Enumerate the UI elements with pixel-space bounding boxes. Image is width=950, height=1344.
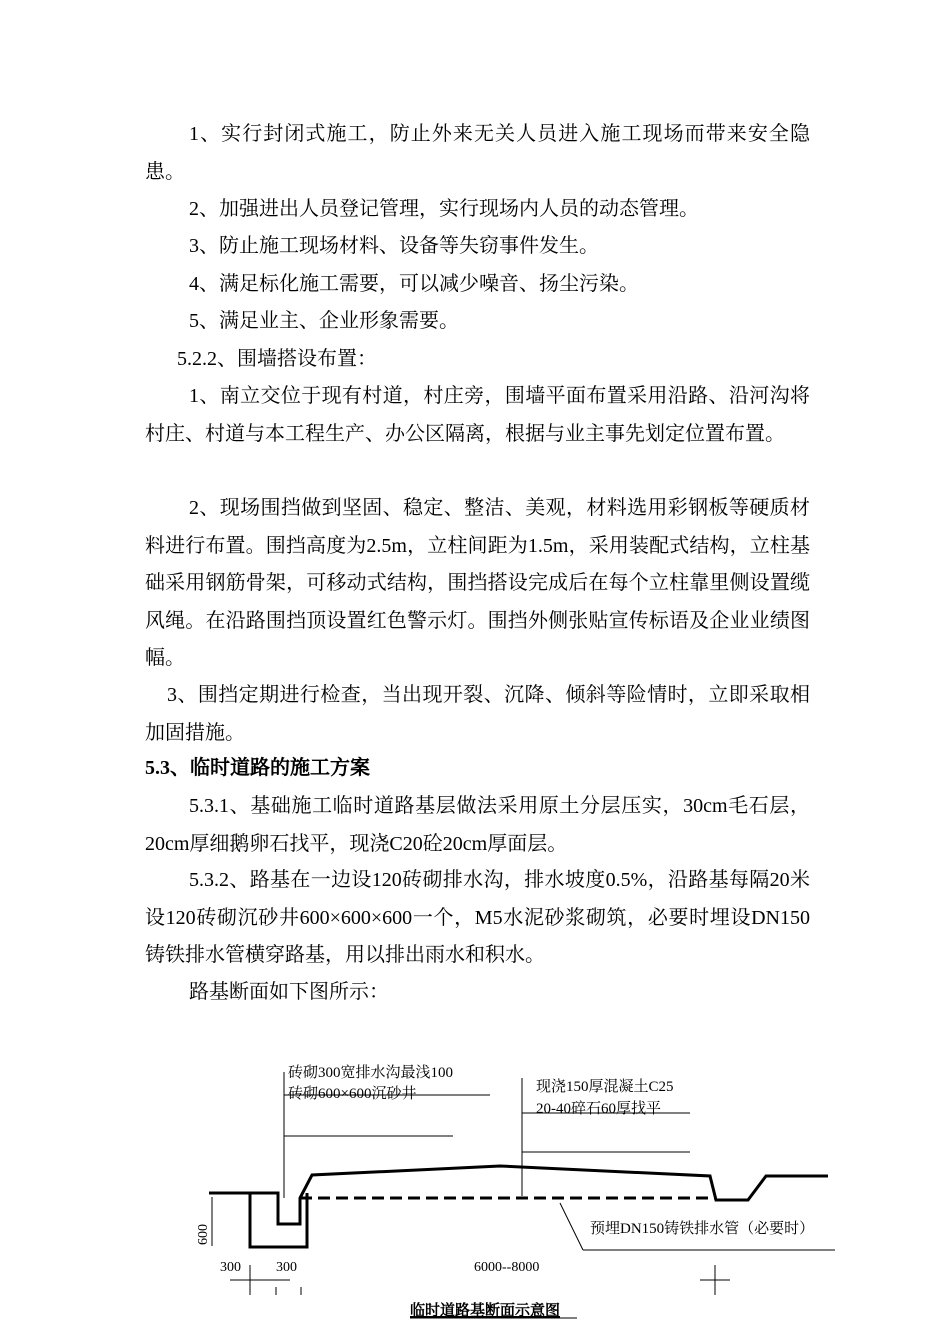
paragraph-theft-prevention: 3、防止施工现场材料、设备等失窃事件发生。 xyxy=(189,235,599,257)
paragraph-noise: 4、满足标化施工需要，可以减少噪音、扬尘污染。 xyxy=(189,273,639,295)
paragraph-registration: 2、加强进出人员登记管理，实行现场内人员的动态管理。 xyxy=(189,198,699,220)
dim-left2-label: 300 xyxy=(276,1260,297,1275)
dot-mark xyxy=(728,1199,731,1202)
section-heading-5-3: 5.3、临时道路的施工方案 xyxy=(145,757,370,779)
road-profile-line xyxy=(209,1166,828,1224)
paragraph-hoarding-material: 2、现场围挡做到坚固、稳定、整洁、美观，材料选用彩钢板等硬质材料进行布置。围挡高度为2.5m，立柱间距为1.5m，采用装配式结构，立柱基础采用钢筋骨架，可移动式结构，围挡搭设完成后在每个立柱靠里侧设置缆风绳。在沿路围挡顶设置红色警示灯。围挡外侧张贴宣传标语及企业业绩图幅。 xyxy=(145,497,810,669)
paragraph-5-3-1: 5.3.1、基础施工临时道路基层做法采用原土分层压实，30cm毛石层，20cm厚细鹅卵石找平，现浇C20砼20cm厚面层。 xyxy=(145,795,810,855)
paragraph-inspection: 3、围挡定期进行检查，当出现开裂、沉降、倾斜等险情时，立即采取相加固措施。 xyxy=(145,684,810,744)
label-concrete: 现浇150厚混凝土C25 xyxy=(536,1079,674,1095)
dim-depth-label: 600 xyxy=(196,1224,211,1245)
dim-left1-label: 300 xyxy=(220,1260,241,1275)
paragraph-section-note: 路基断面如下图所示： xyxy=(189,981,389,1003)
paragraph-closed-construction: 1、实行封闭式施工，防止外来无关人员进入施工现场而带来安全隐患。 xyxy=(145,123,810,183)
paragraph-image: 5、满足业主、企业形象需要。 xyxy=(189,310,459,332)
label-well: 砖砌600×600沉砂井 xyxy=(288,1086,417,1102)
diagram-caption: 临时道路基断面示意图 xyxy=(410,1303,561,1319)
dim-width-label: 6000--8000 xyxy=(474,1260,540,1275)
subheading-5-2-2: 5.2.2、围墙搭设布置： xyxy=(177,348,377,370)
leader-line-pipe xyxy=(560,1203,583,1250)
sand-well-outline xyxy=(209,1193,307,1247)
label-pipe: 预埋DN150铸铁排水管（必要时） xyxy=(590,1221,815,1237)
paragraph-wall-layout: 1、南立交位于现有村道，村庄旁，围墙平面布置采用沿路、沿河沟将村庄、村道与本工程生产、办公区隔离，根据与业主事先划定位置布置。 xyxy=(145,385,810,445)
label-ditch: 砖砌300宽排水沟最浅100 xyxy=(288,1065,454,1081)
paragraph-5-3-2: 5.3.2、路基在一边设120砖砌排水沟，排水坡度0.5%，沿路基每隔20米设120砖砌沉砂井600×600×600一个，M5水泥砂浆砌筑，必要时埋设DN150铸铁排水管横穿路基，用以排出雨水和积水。 xyxy=(145,869,810,966)
label-gravel: 20-40碎石60厚找平 xyxy=(536,1101,661,1117)
